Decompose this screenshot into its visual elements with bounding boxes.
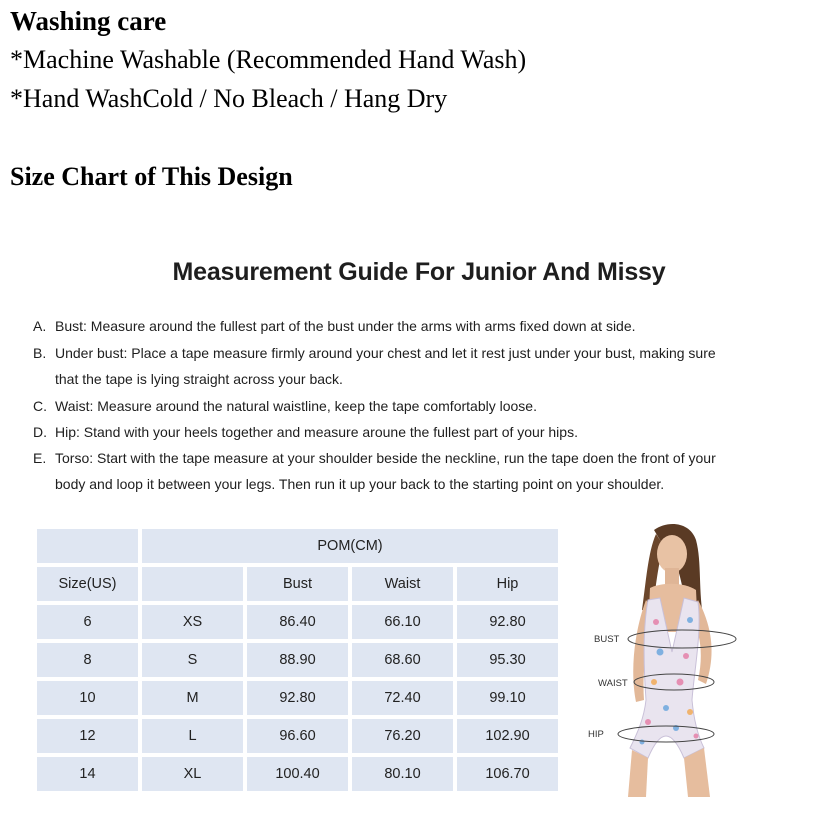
care-instruction-hand-wash: *Hand WashCold / No Bleach / Hang Dry xyxy=(10,84,448,113)
bust-cell: 86.40 xyxy=(245,603,350,641)
bust-header: Bust xyxy=(245,565,350,603)
size-us-cell: 10 xyxy=(35,679,140,717)
size-us-cell: 8 xyxy=(35,641,140,679)
guide-item-text: Torso: Start with the tape measure at your shoulder beside the neckline, run the tape doen the front of your xyxy=(55,450,716,466)
guide-item-under-bust-continued: that the tape is lying straight across your back. xyxy=(55,371,343,387)
guide-item-under-bust xyxy=(33,345,716,361)
hip-cell: 106.70 xyxy=(455,755,560,793)
table-row xyxy=(35,717,560,755)
care-instruction-machine-washable: *Machine Washable (Recommended Hand Wash) xyxy=(10,45,527,74)
washing-care-title: Washing care xyxy=(10,6,167,36)
letter-size-header xyxy=(140,565,245,603)
size-us-header: Size(US) xyxy=(35,565,140,603)
model-face xyxy=(657,535,687,573)
guide-title: Measurement Guide For Junior And Missy xyxy=(172,258,666,286)
model-left-leg xyxy=(628,750,648,797)
hip-cell: 102.90 xyxy=(455,717,560,755)
bust-cell: 92.80 xyxy=(245,679,350,717)
guide-item-hip xyxy=(33,424,578,440)
table-header-row xyxy=(35,527,560,565)
size-us-cell: 12 xyxy=(35,717,140,755)
letter-size-cell: M xyxy=(140,679,245,717)
hip-header: Hip xyxy=(455,565,560,603)
guide-item-text: Bust: Measure around the fullest part of the bust under the arms with arms fixed down at side. xyxy=(55,318,636,334)
guide-item-torso-continued: body and loop it between your legs. Then run it up your back to the starting point on your shoulder. xyxy=(55,476,665,492)
waist-label: WAIST xyxy=(598,678,628,689)
letter-size-cell: S xyxy=(140,641,245,679)
hip-cell: 92.80 xyxy=(455,603,560,641)
table-row xyxy=(35,641,560,679)
table-column-header-row xyxy=(35,565,560,603)
swimsuit-model-figure xyxy=(586,522,756,797)
waist-cell: 80.10 xyxy=(350,755,455,793)
guide-item-torso xyxy=(33,450,716,466)
table-row xyxy=(35,679,560,717)
letter-size-cell: L xyxy=(140,717,245,755)
hip-cell: 95.30 xyxy=(455,641,560,679)
pom-header: POM(CM) xyxy=(140,527,560,565)
guide-item-text: Under bust: Place a tape measure firmly around your chest and let it rest just under your bust, making sure xyxy=(55,345,716,361)
hip-label: HIP xyxy=(588,729,604,740)
bust-cell: 96.60 xyxy=(245,717,350,755)
guide-item-text: Waist: Measure around the natural waistline, keep the tape comfortably loose. xyxy=(55,398,537,414)
table-row xyxy=(35,603,560,641)
guide-item-letter: A. xyxy=(33,318,47,334)
model-neck xyxy=(665,568,679,586)
guide-item-letter: B. xyxy=(33,345,47,361)
size-chart-table xyxy=(33,525,562,795)
hip-cell: 99.10 xyxy=(455,679,560,717)
bust-cell: 100.40 xyxy=(245,755,350,793)
guide-item-letter: E. xyxy=(33,450,47,466)
waist-header: Waist xyxy=(350,565,455,603)
size-us-cell: 14 xyxy=(35,755,140,793)
letter-size-cell: XL xyxy=(140,755,245,793)
guide-item-letter: D. xyxy=(33,424,47,440)
bust-label: BUST xyxy=(594,634,620,645)
bust-cell: 88.90 xyxy=(245,641,350,679)
guide-item-letter: C. xyxy=(33,398,47,414)
waist-cell: 72.40 xyxy=(350,679,455,717)
table-corner-cell xyxy=(35,527,140,565)
waist-cell: 76.20 xyxy=(350,717,455,755)
size-chart-title: Size Chart of This Design xyxy=(10,162,293,191)
waist-cell: 68.60 xyxy=(350,641,455,679)
guide-item-text: Hip: Stand with your heels together and measure aroune the fullest part of your hips. xyxy=(55,424,578,440)
size-us-cell: 6 xyxy=(35,603,140,641)
guide-item-bust xyxy=(33,318,636,334)
letter-size-cell: XS xyxy=(140,603,245,641)
table-row xyxy=(35,755,560,793)
guide-item-waist xyxy=(33,398,537,414)
waist-cell: 66.10 xyxy=(350,603,455,641)
